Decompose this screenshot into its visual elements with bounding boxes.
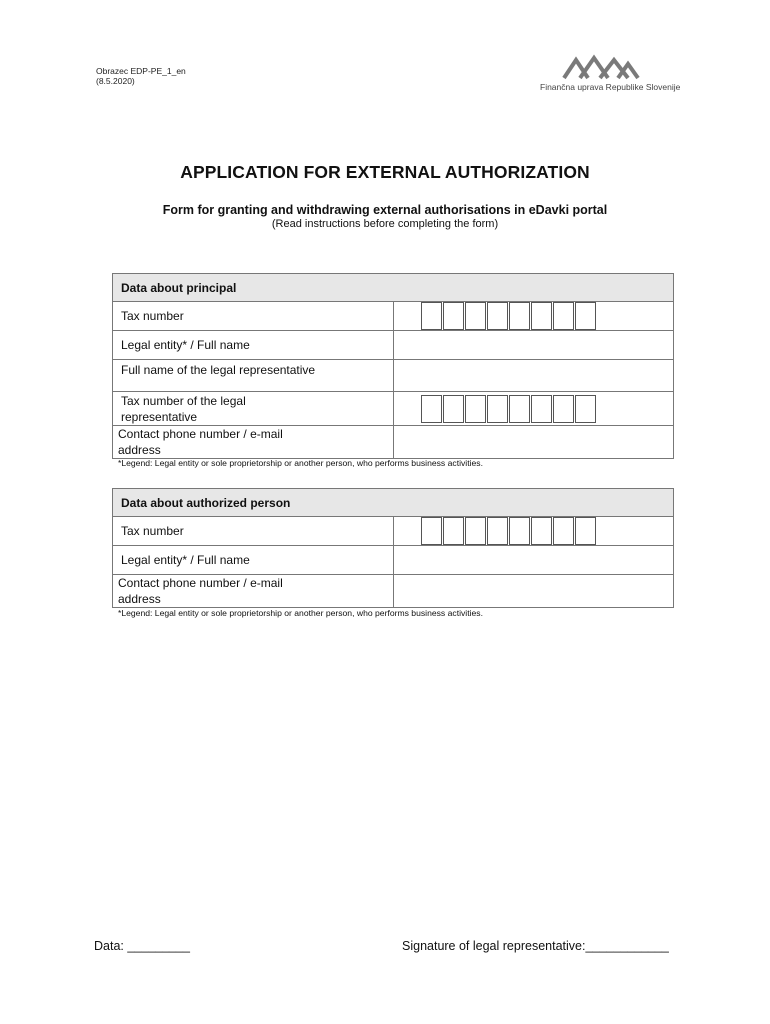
authorized-tax-number-field[interactable] (393, 517, 674, 546)
form-code (96, 66, 186, 86)
instructions-note: (Read instructions before completing the form) (271, 218, 499, 230)
page-subtitle: Form for granting and withdrawing external authorisations in eDavki portal (162, 203, 608, 217)
principal-contact-field[interactable] (393, 426, 674, 459)
principal-contact-label: Contact phone number / e-mail address (113, 426, 394, 459)
principal-rep-tax-label: Tax number of the legal representative (113, 392, 394, 426)
form-date-label: (8.5.2020) (96, 76, 135, 86)
authorized-legal-entity-field[interactable] (393, 546, 674, 575)
principal-rep-name-field[interactable] (393, 360, 674, 392)
principal-tax-digit-boxes[interactable] (421, 302, 674, 330)
principal-rep-tax-field[interactable] (393, 392, 674, 426)
page-title: APPLICATION FOR EXTERNAL AUTHORIZATION (180, 162, 590, 182)
authorized-legal-entity-label: Legal entity* / Full name (113, 546, 394, 575)
principal-legal-entity-label: Legal entity* / Full name (113, 331, 394, 360)
principal-table (112, 273, 674, 459)
authorized-table (112, 488, 674, 608)
mountains-logo-icon (562, 54, 640, 80)
principal-tax-number-field[interactable] (393, 302, 674, 331)
authorized-heading: Data about authorized person (113, 489, 674, 517)
signature-field[interactable]: Signature of legal representative:____________ (402, 939, 669, 953)
authorized-tax-digit-boxes[interactable] (421, 517, 674, 545)
agency-logo (540, 54, 681, 92)
authorized-legend: *Legend: Legal entity or sole proprietorship or another person, who performs business activities. (118, 608, 483, 618)
authorized-contact-label: Contact phone number / e-mail address (113, 575, 394, 608)
principal-legend: *Legend: Legal entity or sole proprietorship or another person, who performs business activities. (118, 458, 483, 468)
principal-legal-entity-field[interactable] (393, 331, 674, 360)
principal-rep-tax-digit-boxes[interactable] (421, 395, 674, 423)
principal-rep-name-label: Full name of the legal representative (113, 360, 394, 392)
date-field[interactable]: Data: _________ (94, 939, 190, 953)
agency-name: Finančna uprava Republike Slovenije (540, 82, 681, 92)
authorized-tax-number-label: Tax number (113, 517, 394, 546)
authorized-contact-field[interactable] (393, 575, 674, 608)
principal-tax-number-label: Tax number (113, 302, 394, 331)
principal-heading: Data about principal (113, 274, 674, 302)
form-code-label: Obrazec EDP-PE_1_en (96, 66, 186, 76)
